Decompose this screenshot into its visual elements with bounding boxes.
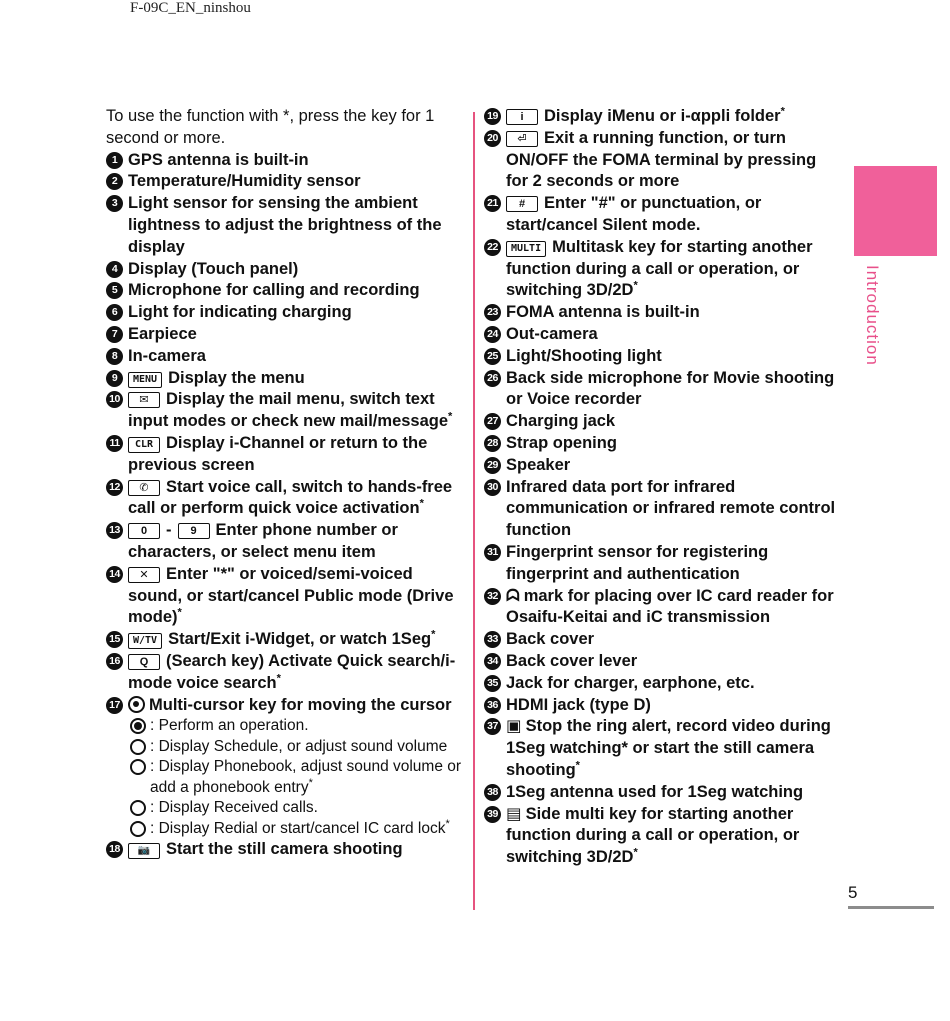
multicursor-sub-item: [106, 757, 466, 798]
item-number-badge: 38: [484, 784, 501, 801]
list-item: [484, 586, 840, 630]
key-icon: ⏎: [506, 131, 538, 147]
list-item: [484, 128, 840, 193]
item-text-block: [506, 237, 840, 302]
right-item-list: [484, 106, 840, 869]
list-item: [484, 542, 840, 586]
list-item: [106, 629, 466, 651]
item-text: Stop the ring alert, record video during 1Seg watching* or start the still camera shooting: [506, 717, 831, 779]
item-text: HDMI jack (type D): [506, 695, 651, 714]
item-number-badge: 15: [106, 631, 123, 648]
item-text-block: [506, 651, 840, 673]
sub-text-block: [150, 716, 309, 737]
item-text-block: [128, 651, 466, 695]
item-text: Enter "#" or punctuation, or start/cancel Silent mode.: [506, 194, 762, 234]
item-text: Earpiece: [128, 324, 197, 343]
item-text-block: [128, 193, 466, 258]
item-text: Light sensor for sensing the ambient lightness to adjust the brightness of the display: [128, 194, 442, 256]
item-text-block: [128, 389, 466, 433]
item-text: mark for placing over IC card reader for Osaifu-Keitai and iC transmission: [506, 586, 834, 627]
item-text-block: [506, 716, 840, 781]
item-text: Display (Touch panel): [128, 259, 299, 278]
item-text: GPS antenna is built-in: [128, 150, 309, 169]
cursor-direction-icon: [130, 739, 146, 755]
multi-cursor-icon: [128, 696, 145, 713]
list-item: [484, 433, 840, 455]
item-number-badge: 3: [106, 195, 123, 212]
key-icon: Q: [128, 654, 160, 670]
left-item-list: [106, 150, 466, 862]
item-number-badge: 14: [106, 566, 123, 583]
item-text: Speaker: [506, 455, 571, 474]
item-number-badge: 2: [106, 173, 123, 190]
key-range-dash: -: [166, 521, 172, 540]
list-item: [106, 695, 466, 717]
key-glyph-icon: ▤: [506, 804, 522, 823]
item-text: Fingerprint sensor for registering fingerprint and authentication: [506, 542, 769, 583]
key-icon: ✕: [128, 567, 160, 583]
key-icon: ✉: [128, 392, 160, 408]
list-item: [484, 695, 840, 717]
item-text: Microphone for calling and recording: [128, 281, 420, 300]
list-item: [106, 346, 466, 368]
footnote-star: *: [448, 410, 453, 423]
list-item: [106, 520, 466, 564]
key-icon: 9: [178, 523, 210, 539]
sub-text: : Display Phonebook, adjust sound volume or add a phonebook entry: [150, 758, 462, 796]
intro-note: To use the function with *, press the key for 1 second or more.: [106, 107, 435, 147]
item-number-badge: 4: [106, 261, 123, 278]
item-number-badge: 8: [106, 348, 123, 365]
item-text: FOMA antenna is built-in: [506, 303, 700, 322]
key-icon: ✆: [128, 480, 160, 496]
item-text-block: [128, 302, 466, 324]
footnote-star: *: [633, 279, 638, 292]
item-text: Display iMenu or i-αppli folder: [544, 107, 781, 125]
item-text-block: [128, 368, 466, 390]
footnote-star: *: [177, 606, 182, 619]
footnote-star: *: [445, 817, 450, 830]
item-number-badge: 23: [484, 304, 501, 321]
item-text: Out-camera: [506, 324, 598, 343]
item-text-block: [128, 629, 466, 651]
item-text: (Search key) Activate Quick search/i-mode voice search: [128, 651, 456, 692]
item-number-badge: 13: [106, 522, 123, 539]
item-text-block: [506, 368, 840, 412]
list-item: [484, 782, 840, 804]
item-text-block: [128, 280, 466, 302]
item-text-block: [506, 542, 840, 586]
list-item: [106, 389, 466, 433]
multicursor-sub-item: [106, 716, 466, 737]
list-item: [106, 324, 466, 346]
item-text: Display the mail menu, switch text input modes or check new mail/message: [128, 390, 449, 431]
cursor-direction-icon: [130, 821, 146, 837]
list-item: [484, 804, 840, 869]
sub-text: : Display Redial or start/cancel IC card lock: [150, 819, 446, 837]
item-text-block: [506, 455, 840, 477]
item-text-block: [128, 171, 466, 193]
list-item: [106, 651, 466, 695]
list-item: [484, 193, 840, 237]
list-item: [106, 477, 466, 521]
item-number-badge: 33: [484, 631, 501, 648]
item-text-block: [128, 477, 466, 521]
list-item: [484, 302, 840, 324]
item-number-badge: 36: [484, 697, 501, 714]
item-number-badge: 27: [484, 413, 501, 430]
item-number-badge: 39: [484, 806, 501, 823]
item-number-badge: 6: [106, 304, 123, 321]
item-text-block: [506, 586, 840, 630]
item-number-badge: 30: [484, 479, 501, 496]
item-number-badge: 25: [484, 348, 501, 365]
item-text: Exit a running function, or turn ON/OFF the FOMA terminal by pressing for 2 seconds or more: [506, 128, 817, 191]
item-text-block: [506, 106, 840, 128]
item-number-badge: 28: [484, 435, 501, 452]
item-text: Display i-Channel or return to the previous screen: [128, 433, 428, 474]
list-item: [484, 346, 840, 368]
item-text: Light for indicating charging: [128, 303, 352, 322]
right-column: [484, 106, 840, 869]
sub-text: : Display Received calls.: [150, 799, 318, 817]
footnote-star: *: [308, 776, 313, 789]
item-number-badge: 10: [106, 391, 123, 408]
page-number: 5: [848, 883, 858, 902]
list-item: [106, 259, 466, 281]
list-item: [484, 106, 840, 128]
list-item: [484, 324, 840, 346]
list-item: [484, 716, 840, 781]
list-item: [106, 839, 466, 861]
item-number-badge: 5: [106, 282, 123, 299]
item-number-badge: 29: [484, 457, 501, 474]
item-text-block: [506, 302, 840, 324]
item-text: Back side microphone for Movie shooting or Voice recorder: [506, 368, 835, 409]
key-glyph-icon: ᗣ: [506, 586, 520, 605]
item-text: Multi-cursor key for moving the cursor: [149, 695, 452, 714]
key-icon: 📷: [128, 843, 160, 859]
item-number-badge: 24: [484, 326, 501, 343]
item-text: Charging jack: [506, 412, 616, 431]
section-tab: [854, 166, 937, 256]
item-text: In-camera: [128, 346, 206, 365]
item-text-block: [506, 695, 840, 717]
item-number-badge: 37: [484, 718, 501, 735]
footnote-star: *: [633, 846, 638, 859]
item-text: Back cover: [506, 630, 595, 649]
item-number-badge: 9: [106, 370, 123, 387]
list-item: [106, 368, 466, 390]
section-label: Introduction: [863, 265, 882, 366]
item-text-block: [128, 564, 466, 629]
item-text: Start the still camera shooting: [166, 840, 403, 859]
list-item: [106, 171, 466, 193]
item-text: Strap opening: [506, 433, 617, 452]
item-number-badge: 26: [484, 370, 501, 387]
item-text: Back cover lever: [506, 651, 638, 670]
item-text: Start voice call, switch to hands-free call or perform quick voice activation: [128, 477, 453, 518]
list-item: [484, 629, 840, 651]
key-icon: MULTI: [506, 241, 546, 257]
multicursor-sub-item: [106, 819, 466, 840]
sub-text: : Perform an operation.: [150, 717, 309, 735]
list-item: [484, 368, 840, 412]
item-text: Jack for charger, earphone, etc.: [506, 673, 755, 692]
cursor-direction-icon: [130, 759, 146, 775]
item-number-badge: 11: [106, 435, 123, 452]
list-item: [106, 433, 466, 477]
item-text-block: [128, 433, 466, 477]
list-item: [106, 193, 466, 258]
item-number-badge: 35: [484, 675, 501, 692]
item-text-block: [506, 193, 840, 237]
left-column: [106, 106, 466, 861]
item-text: Enter phone number or characters, or select menu item: [128, 521, 398, 561]
item-number-badge: 16: [106, 653, 123, 670]
list-item: [106, 564, 466, 629]
item-text: Side multi key for starting another function during a call or operation, or switching 3D/2D: [506, 804, 800, 867]
footnote-star: *: [575, 759, 580, 772]
item-text-block: [128, 520, 466, 564]
footnote-star: *: [276, 672, 281, 685]
item-number-badge: 34: [484, 653, 501, 670]
sub-text-block: [150, 737, 447, 758]
item-text: Light/Shooting light: [506, 346, 662, 365]
item-text: Multitask key for starting another function during a call or operation, or switching 3D/2D: [506, 237, 813, 300]
list-item: [484, 237, 840, 302]
list-item: [106, 280, 466, 302]
item-number-badge: 7: [106, 326, 123, 343]
item-text-block: [128, 346, 466, 368]
list-item: [484, 651, 840, 673]
item-text-block: [128, 324, 466, 346]
item-number-badge: 20: [484, 130, 501, 147]
key-icon: i: [506, 109, 538, 125]
key-icon: #: [506, 196, 538, 212]
item-text-block: [506, 346, 840, 368]
item-number-badge: 21: [484, 195, 501, 212]
item-number-badge: 19: [484, 108, 501, 125]
footnote-star: *: [431, 628, 436, 641]
sub-text-block: [150, 757, 466, 798]
item-text: Display the menu: [168, 368, 305, 387]
item-text-block: [506, 782, 840, 804]
cursor-direction-icon: [130, 718, 146, 734]
item-number-badge: 22: [484, 239, 501, 256]
multicursor-sub-item: [106, 737, 466, 758]
sub-text-block: [150, 819, 450, 840]
key-icon: W/TV: [128, 633, 162, 649]
item-text-block: [506, 629, 840, 651]
item-text-block: [128, 150, 466, 172]
list-item: [484, 673, 840, 695]
document-code: F-09C_EN_ninshou: [130, 0, 251, 16]
sub-text-block: [150, 798, 318, 819]
item-text-block: [506, 433, 840, 455]
key-glyph-icon: ▣: [506, 717, 522, 736]
item-number-badge: 32: [484, 588, 501, 605]
item-number-badge: 12: [106, 479, 123, 496]
item-text-block: [506, 128, 840, 193]
list-item: [484, 477, 840, 542]
column-divider: [473, 112, 475, 910]
list-item: [484, 411, 840, 433]
item-text: Enter "*" or voiced/semi-voiced sound, or start/cancel Public mode (Drive mode): [128, 564, 454, 627]
key-icon: 0: [128, 523, 160, 539]
item-text-block: [506, 673, 840, 695]
item-text: Infrared data port for infrared communication or infrared remote control function: [506, 477, 836, 540]
list-item: [106, 150, 466, 172]
list-item: [484, 455, 840, 477]
item-text: 1Seg antenna used for 1Seg watching: [506, 782, 804, 801]
item-text-block: [506, 477, 840, 542]
item-text-block: [128, 259, 466, 281]
item-text-block: [128, 695, 466, 717]
sub-text: : Display Schedule, or adjust sound volume: [150, 737, 448, 755]
list-item: [106, 302, 466, 324]
item-text: Start/Exit i-Widget, or watch 1Seg: [168, 630, 432, 649]
item-number-badge: 18: [106, 841, 123, 858]
item-text-block: [506, 411, 840, 433]
page-rule: [848, 906, 934, 909]
footnote-star: *: [780, 105, 785, 118]
footnote-star: *: [419, 497, 424, 510]
multicursor-sub-item: [106, 798, 466, 819]
item-text-block: [506, 324, 840, 346]
item-number-badge: 31: [484, 544, 501, 561]
key-icon: MENU: [128, 372, 162, 388]
key-icon: CLR: [128, 437, 160, 453]
item-text: Temperature/Humidity sensor: [128, 172, 361, 191]
cursor-direction-icon: [130, 800, 146, 816]
item-text-block: [128, 839, 466, 861]
item-text-block: [506, 804, 840, 869]
item-number-badge: 1: [106, 152, 123, 169]
item-number-badge: 17: [106, 697, 123, 714]
